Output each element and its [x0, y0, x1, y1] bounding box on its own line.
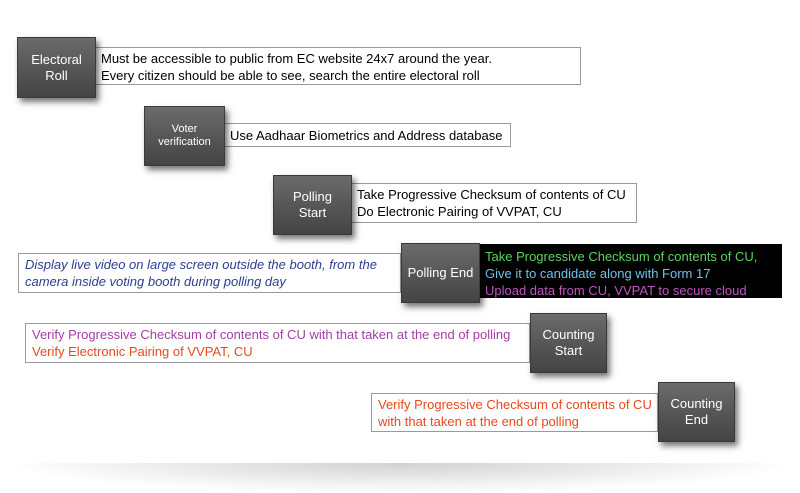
note-line: Every citizen should be able to see, search the entire electoral roll	[101, 68, 480, 83]
note-line: Verify Progressive Checksum of contents of CU with that taken at the end of polling	[32, 327, 511, 342]
note-line: Upload data from CU, VVPAT to secure cloud	[485, 283, 747, 298]
note-line: Display live video on large screen outside the booth, from the	[25, 257, 377, 272]
note-polling-end	[478, 244, 782, 298]
step-polling-start: Polling Start	[273, 175, 352, 235]
step-electoral-roll: Electoral Roll	[17, 37, 96, 98]
step-voter-verification: Voter verification	[144, 106, 225, 166]
note-line: Must be accessible to public from EC website 24x7 around the year.	[101, 51, 492, 66]
note-polling-end-video	[18, 253, 401, 293]
note-counting-start	[25, 323, 530, 363]
note-electoral-roll	[94, 47, 581, 85]
note-counting-end	[371, 393, 658, 432]
note-line: with that taken at the end of polling	[378, 414, 579, 429]
note-line: Verify Progressive Checksum of contents of CU	[378, 397, 652, 412]
note-line: Verify Electronic Pairing of VVPAT, CU	[32, 344, 253, 359]
note-polling-start	[350, 183, 637, 223]
floor-shadow	[0, 463, 800, 493]
note-line: Do Electronic Pairing of VVPAT, CU	[357, 204, 562, 219]
step-counting-start: Counting Start	[530, 313, 607, 373]
step-polling-end: Polling End	[401, 243, 480, 303]
note-line: Take Progressive Checksum of contents of CU	[357, 187, 626, 202]
note-line: Take Progressive Checksum of contents of CU,	[485, 249, 758, 264]
note-line: Use Aadhaar Biometrics and Address database	[230, 128, 503, 143]
note-line: camera inside voting booth during polling day	[25, 274, 286, 289]
note-voter-verification	[223, 123, 511, 147]
step-counting-end: Counting End	[658, 382, 735, 442]
note-line: Give it to candidate along with Form 17	[485, 266, 711, 281]
